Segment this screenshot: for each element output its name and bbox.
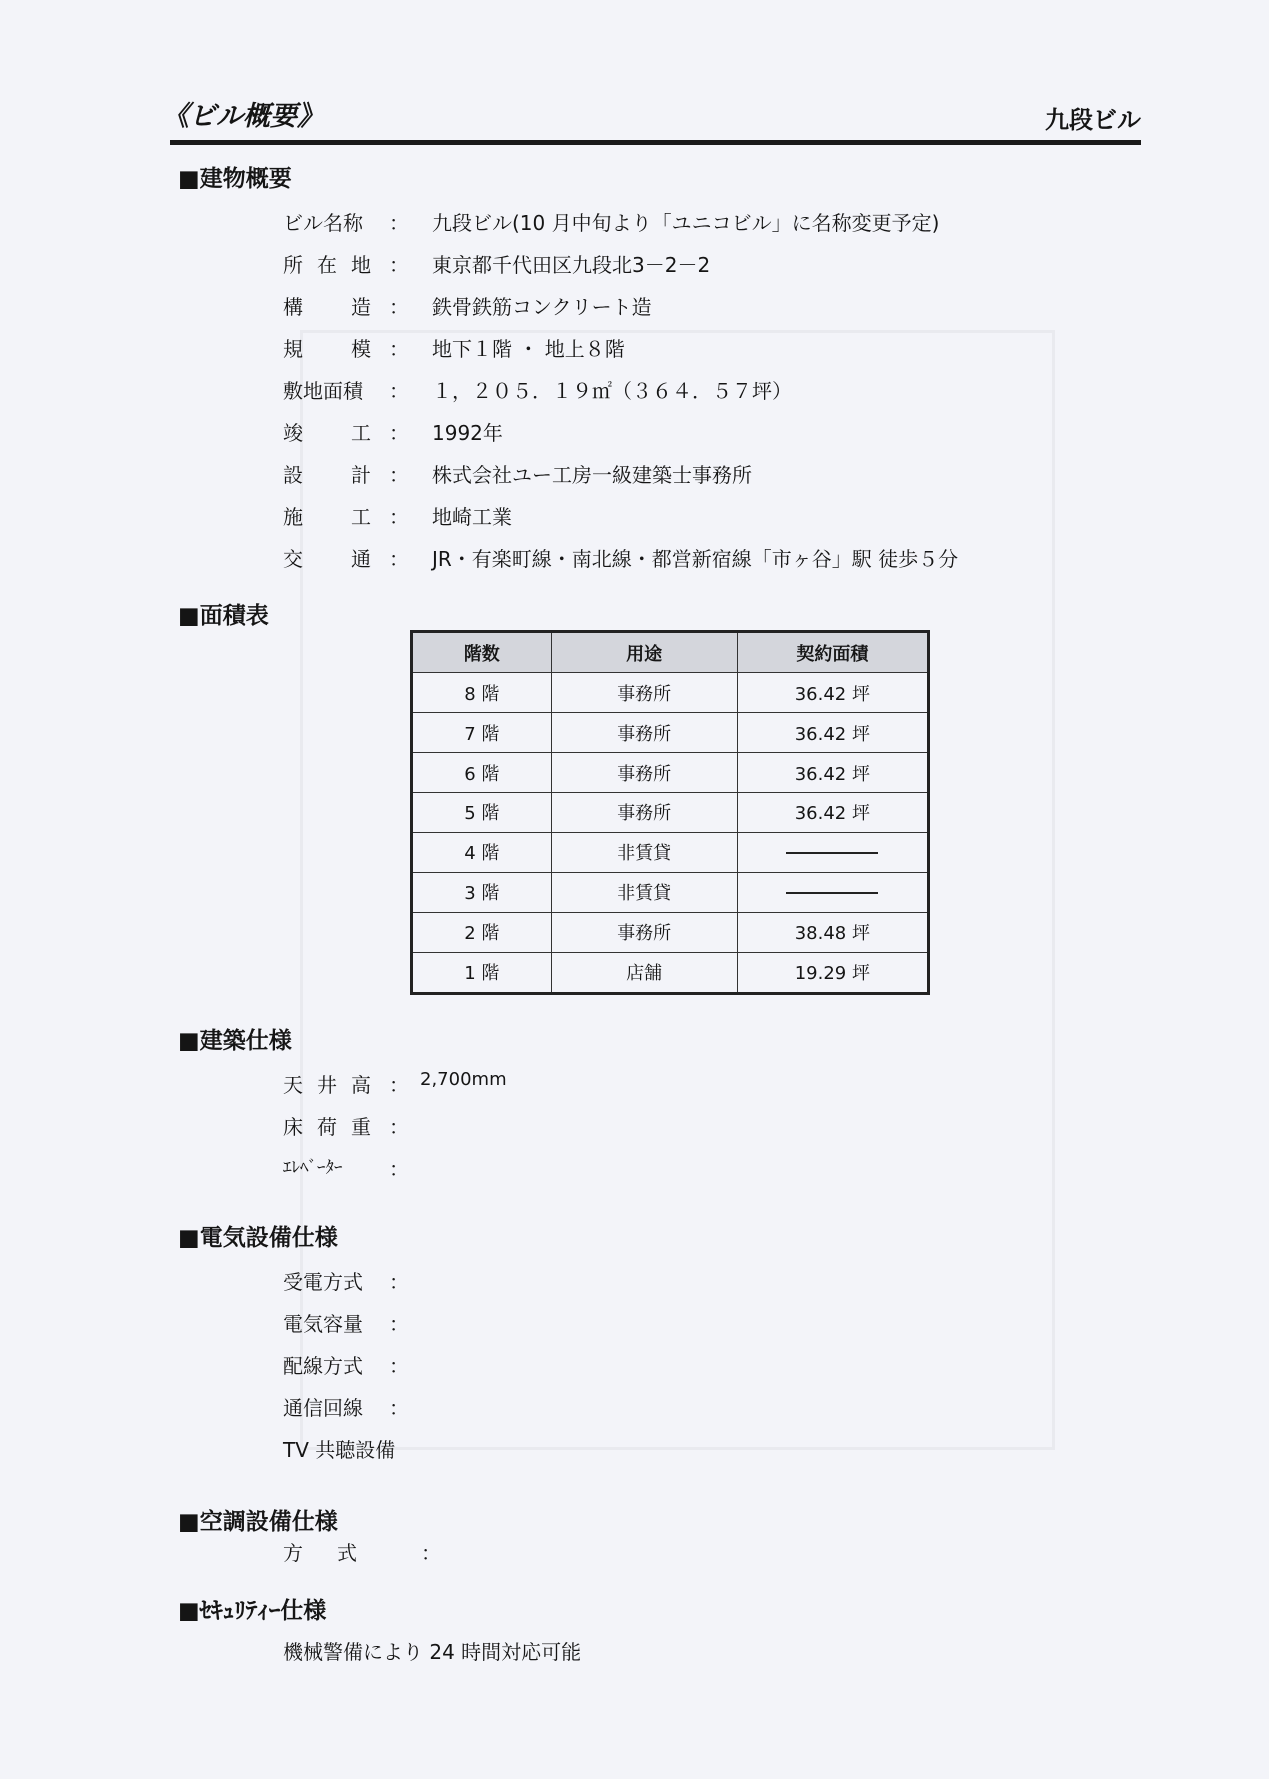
electrical-label-telecom: 通信回線 bbox=[283, 1396, 363, 1420]
construction-heading: ■建築仕様 bbox=[178, 1028, 292, 1054]
overview-label-name: ビル名称 bbox=[283, 211, 363, 235]
area-cell: 36.42 坪 bbox=[737, 753, 928, 793]
use-cell: 非賃貸 bbox=[551, 872, 737, 912]
use-cell: 事務所 bbox=[551, 912, 737, 952]
overview-label-structure: 構造 bbox=[283, 295, 371, 319]
overview-value-constructor: 地崎工業 bbox=[432, 505, 512, 529]
table-row bbox=[412, 872, 929, 912]
floor-cell: 6 階 bbox=[412, 753, 552, 793]
hvac-heading: ■空調設備仕様 bbox=[178, 1509, 338, 1535]
header-rule bbox=[170, 140, 1141, 145]
overview-label-access: 交通 bbox=[283, 547, 371, 571]
colon: ： bbox=[389, 421, 409, 445]
hvac-label-method: 方式 bbox=[283, 1541, 357, 1565]
table-header-row bbox=[412, 632, 929, 673]
electrical-label-capacity: 電気容量 bbox=[283, 1312, 363, 1336]
colon: ： bbox=[389, 1157, 409, 1181]
area-cell: 19.29 坪 bbox=[737, 952, 928, 993]
colon: ： bbox=[389, 463, 409, 487]
colon: ： bbox=[389, 1270, 409, 1294]
floor-cell: 1 階 bbox=[412, 952, 552, 993]
electrical-label-wiring: 配線方式 bbox=[283, 1354, 363, 1378]
construction-value-ceiling: 2,700mm bbox=[420, 1069, 507, 1090]
overview-label-constructor: 施工 bbox=[283, 505, 371, 529]
construction-label-floor-load: 床荷重 bbox=[283, 1115, 371, 1139]
table-row bbox=[412, 912, 929, 952]
overview-label-design: 設計 bbox=[283, 463, 371, 487]
construction-label-elevator: ｴﾚﾍﾞｰﾀｰ bbox=[283, 1158, 343, 1178]
colon: ： bbox=[389, 295, 409, 319]
overview-value-scale: 地下１階 ・ 地上８階 bbox=[432, 337, 625, 361]
colon: ： bbox=[389, 1073, 409, 1097]
electrical-heading: ■電気設備仕様 bbox=[178, 1225, 338, 1251]
table-row bbox=[412, 832, 929, 872]
table-row bbox=[412, 753, 929, 793]
column-header: 契約面積 bbox=[737, 632, 928, 673]
table-row bbox=[412, 713, 929, 753]
blank-line bbox=[786, 892, 878, 894]
overview-value-design: 株式会社ユー工房一級建築士事務所 bbox=[432, 463, 752, 487]
table-row bbox=[412, 793, 929, 833]
area-cell-blank bbox=[737, 872, 928, 912]
use-cell: 店舗 bbox=[551, 952, 737, 993]
use-cell: 事務所 bbox=[551, 673, 737, 713]
area-cell: 36.42 坪 bbox=[737, 673, 928, 713]
blank-line bbox=[786, 852, 878, 854]
construction-label-ceiling: 天井高 bbox=[283, 1073, 371, 1097]
electrical-label-tv: TV 共聴設備 bbox=[283, 1438, 396, 1462]
overview-value-structure: 鉄骨鉄筋コンクリート造 bbox=[432, 295, 652, 319]
overview-value-site-area: １，２０５．１９㎡（３６４．５７坪） bbox=[432, 379, 792, 403]
floor-cell: 8 階 bbox=[412, 673, 552, 713]
colon: ： bbox=[389, 1312, 409, 1336]
colon: ： bbox=[389, 1115, 409, 1139]
use-cell: 事務所 bbox=[551, 793, 737, 833]
area-cell: 36.42 坪 bbox=[737, 713, 928, 753]
floor-cell: 7 階 bbox=[412, 713, 552, 753]
security-heading: ■ｾｷｭﾘﾃｨｰ仕様 bbox=[178, 1598, 327, 1624]
overview-label-site-area: 敷地面積 bbox=[283, 379, 363, 403]
overview-value-access: JR・有楽町線・南北線・都営新宿線「市ヶ谷」駅 徒歩５分 bbox=[432, 547, 959, 571]
floor-cell: 3 階 bbox=[412, 872, 552, 912]
overview-label-completion: 竣工 bbox=[283, 421, 371, 445]
floor-cell: 2 階 bbox=[412, 912, 552, 952]
colon: ： bbox=[421, 1541, 441, 1565]
overview-label-location: 所在地 bbox=[283, 253, 371, 277]
area-table bbox=[410, 630, 930, 995]
column-header: 用途 bbox=[551, 632, 737, 673]
use-cell: 非賃貸 bbox=[551, 832, 737, 872]
table-row bbox=[412, 673, 929, 713]
building-name: 九段ビル bbox=[1045, 106, 1141, 134]
page-title: 《ビル概要》 bbox=[162, 101, 324, 132]
use-cell: 事務所 bbox=[551, 753, 737, 793]
overview-value-name: 九段ビル(10 月中旬より「ユニコビル」に名称変更予定) bbox=[432, 211, 940, 235]
overview-label-scale: 規模 bbox=[283, 337, 371, 361]
overview-heading: ■建物概要 bbox=[178, 166, 292, 192]
floor-cell: 4 階 bbox=[412, 832, 552, 872]
colon: ： bbox=[389, 547, 409, 571]
overview-value-completion: 1992年 bbox=[432, 421, 503, 445]
colon: ： bbox=[389, 337, 409, 361]
use-cell: 事務所 bbox=[551, 713, 737, 753]
colon: ： bbox=[389, 1396, 409, 1420]
colon: ： bbox=[389, 1354, 409, 1378]
colon: ： bbox=[389, 211, 409, 235]
overview-value-location: 東京都千代田区九段北3－2－2 bbox=[432, 253, 711, 277]
electrical-label-power: 受電方式 bbox=[283, 1270, 363, 1294]
area-cell: 36.42 坪 bbox=[737, 793, 928, 833]
colon: ： bbox=[389, 379, 409, 403]
table-row bbox=[412, 952, 929, 993]
area-table-heading: ■面積表 bbox=[178, 603, 269, 629]
area-cell-blank bbox=[737, 832, 928, 872]
area-cell: 38.48 坪 bbox=[737, 912, 928, 952]
colon: ： bbox=[389, 253, 409, 277]
floor-cell: 5 階 bbox=[412, 793, 552, 833]
security-text: 機械警備により 24 時間対応可能 bbox=[283, 1640, 582, 1664]
column-header: 階数 bbox=[412, 632, 552, 673]
colon: ： bbox=[389, 505, 409, 529]
